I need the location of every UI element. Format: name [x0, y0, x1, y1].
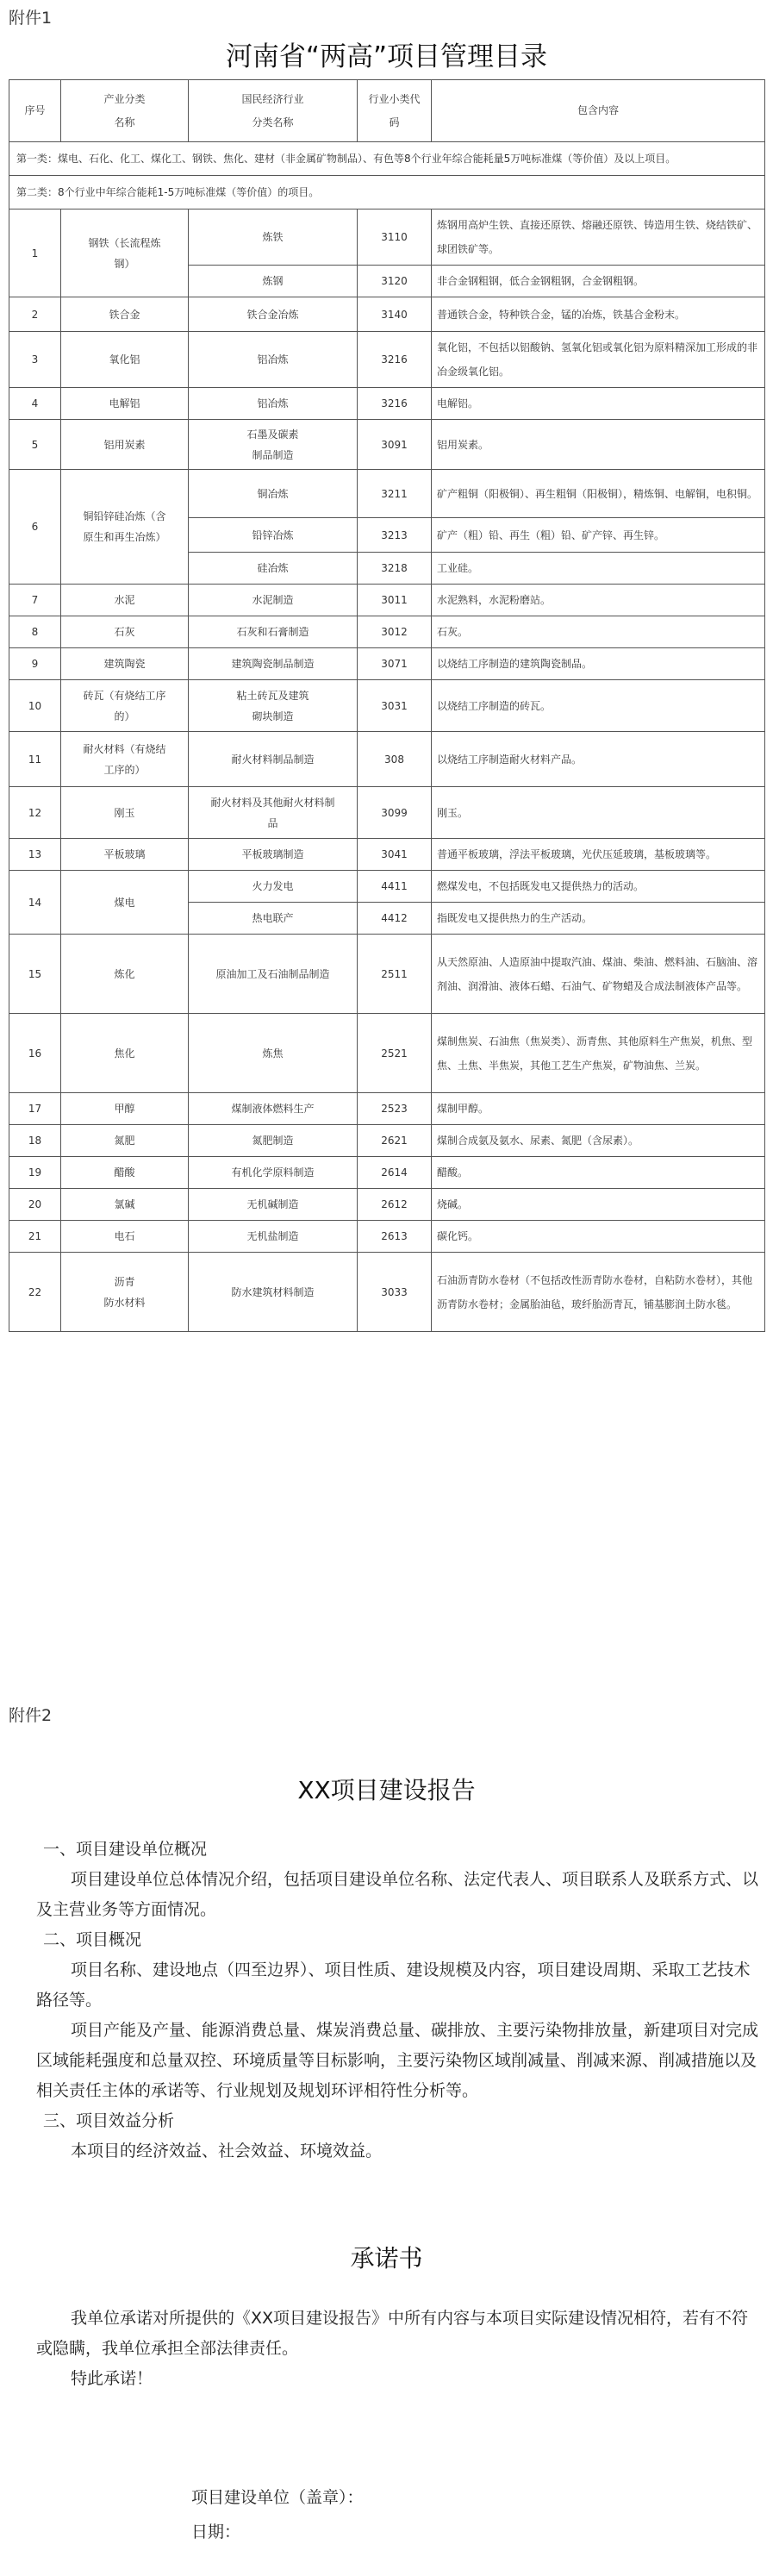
catalog-table: [9, 79, 765, 1332]
national-economic-category: 铅锌冶炼: [189, 518, 358, 553]
national-economic-category: 氮肥制造: [189, 1125, 358, 1157]
industry-code: 3011: [358, 585, 432, 616]
industry-category: 焦化: [61, 1014, 189, 1093]
row-number: 15: [9, 935, 61, 1014]
industry-code: 2614: [358, 1157, 432, 1189]
national-economic-category: 石灰和石膏制造: [189, 616, 358, 648]
industry-code: 3099: [358, 787, 432, 839]
national-economic-category: 火力发电: [189, 871, 358, 903]
table-row: [9, 648, 765, 680]
row-number: 10: [9, 680, 61, 732]
industry-code: 3031: [358, 680, 432, 732]
industry-category: 电石: [61, 1221, 189, 1253]
table-row: [9, 616, 765, 648]
included-content: 从天然原油、人造原油中提取汽油、煤油、柴油、燃料油、石脑油、溶剂油、润滑油、液体石蜡、石油气、矿物蜡及合成法制液体产品等。: [432, 935, 765, 1014]
national-economic-category: 炼铁: [189, 209, 358, 266]
national-economic-category: 硅冶炼: [189, 553, 358, 585]
date-label: 日期：: [191, 2523, 241, 2542]
table-row: [9, 1125, 765, 1157]
industry-category: 平板玻璃: [61, 839, 189, 871]
section-2-text-2: 项目产能及产量、能源消费总量、煤炭消费总量、碳排放、主要污染物排放量，新建项目对完成区域能耗强度和总量双控、环境质量等目标影响，主要污染物区域削减量、削减来源、削减措施以及相关责任主体的承诺等、行业规划及规划环评相符性分析等。: [36, 2021, 759, 2100]
industry-code: 2511: [358, 935, 432, 1014]
attachment-2-label: 附件2: [9, 1706, 53, 1725]
included-content: 碳化钙。: [432, 1221, 765, 1253]
industry-category: 氯碱: [61, 1189, 189, 1221]
national-economic-category: 铜冶炼: [189, 470, 358, 518]
row-number: 6: [9, 470, 61, 585]
industry-category: 电解铝: [61, 388, 189, 420]
table-row: [9, 388, 765, 420]
industry-code: 3216: [358, 332, 432, 388]
table-row: [9, 1253, 765, 1332]
industry-category: 水泥: [61, 585, 189, 616]
industry-code: 3091: [358, 420, 432, 470]
included-content: 石灰。: [432, 616, 765, 648]
included-content: 普通平板玻璃，浮法平板玻璃，光伏压延玻璃，基板玻璃等。: [432, 839, 765, 871]
included-content: 燃煤发电，不包括既发电又提供热力的活动。: [432, 871, 765, 903]
row-number: 2: [9, 297, 61, 332]
industry-category: 钢铁（长流程炼 钢）: [61, 209, 189, 297]
industry-category: 炼化: [61, 935, 189, 1014]
industry-code: 3120: [358, 266, 432, 297]
industry-code: 3012: [358, 616, 432, 648]
industry-code: 2613: [358, 1221, 432, 1253]
national-economic-category: 石墨及碳素 制品制造: [189, 420, 358, 470]
included-content: 电解铝。: [432, 388, 765, 420]
category-row-2: 第二类：8个行业中年综合能耗1-5万吨标准煤（等价值）的项目。: [9, 176, 765, 209]
row-number: 3: [9, 332, 61, 388]
industry-code: 4411: [358, 871, 432, 903]
industry-category: 耐火材料（有烧结 工序的）: [61, 732, 189, 787]
table-row: [9, 470, 765, 518]
national-economic-category: 铁合金冶炼: [189, 297, 358, 332]
included-content: 以烧结工序制造耐火材料产品。: [432, 732, 765, 787]
industry-code: 3110: [358, 209, 432, 266]
national-economic-category: 无机盐制造: [189, 1221, 358, 1253]
industry-code: 3071: [358, 648, 432, 680]
national-economic-category: 煤制液体燃料生产: [189, 1093, 358, 1125]
industry-category: 刚玉: [61, 787, 189, 839]
industry-code: 2523: [358, 1093, 432, 1125]
industry-code: 3216: [358, 388, 432, 420]
row-number: 8: [9, 616, 61, 648]
catalog-title: 河南省“两高”项目管理目录: [225, 41, 548, 72]
national-economic-category: 热电联产: [189, 903, 358, 935]
header-industry-category: 产业分类 名称: [61, 80, 189, 142]
included-content: 石油沥青防水卷材（不包括改性沥青防水卷材，自粘防水卷材），其他沥青防水卷材；金属胎油毡，玻纤胎沥青瓦，铺基膨润土防水毯。: [432, 1253, 765, 1332]
industry-category: 铜铅锌硅冶炼（含 原生和再生冶炼）: [61, 470, 189, 585]
industry-code: 3218: [358, 553, 432, 585]
national-economic-category: 有机化学原料制造: [189, 1157, 358, 1189]
row-number: 12: [9, 787, 61, 839]
national-economic-category: 耐火材料制品制造: [189, 732, 358, 787]
included-content: 非合金钢粗钢，低合金钢粗钢，合金钢粗钢。: [432, 266, 765, 297]
industry-category: 氮肥: [61, 1125, 189, 1157]
included-content: 普通铁合金，特种铁合金，锰的冶炼，铁基合金粉末。: [432, 297, 765, 332]
included-content: 水泥熟料，水泥粉磨站。: [432, 585, 765, 616]
header-content: 包含内容: [432, 80, 765, 142]
included-content: 指既发电又提供热力的生产活动。: [432, 903, 765, 935]
industry-category: 石灰: [61, 616, 189, 648]
national-economic-category: 无机碱制造: [189, 1189, 358, 1221]
industry-code: 3211: [358, 470, 432, 518]
section-1-text: 项目建设单位总体情况介绍，包括项目建设单位名称、法定代表人、项目联系人及联系方式、以及主营业务等方面情况。: [36, 1870, 759, 1919]
header-code: 行业小类代 码: [358, 80, 432, 142]
section-2-text-1: 项目名称、建设地点（四至边界）、项目性质、建设规模及内容，项目建设周期、采取工艺技术路径等。: [36, 1960, 751, 2010]
attachment-1-label: 附件1: [9, 9, 53, 28]
industry-category: 铁合金: [61, 297, 189, 332]
row-number: 17: [9, 1093, 61, 1125]
table-row: [9, 787, 765, 839]
table-row: [9, 839, 765, 871]
row-number: 4: [9, 388, 61, 420]
row-number: 16: [9, 1014, 61, 1093]
commitment-text: 我单位承诺对所提供的《XX项目建设报告》中所有内容与本项目实际建设情况相符，若有不符或隐瞒，我单位承担全部法律责任。: [36, 2309, 749, 2358]
industry-category: 砖瓦（有烧结工序 的）: [61, 680, 189, 732]
included-content: 氧化铝，不包括以铝酸钠、氢氧化铝或氧化铝为原料精深加工形成的非冶金级氧化铝。: [432, 332, 765, 388]
included-content: 烧碱。: [432, 1189, 765, 1221]
national-economic-category: 防水建筑材料制造: [189, 1253, 358, 1332]
table-row: [9, 585, 765, 616]
industry-category: 铝用炭素: [61, 420, 189, 470]
table-row: [9, 332, 765, 388]
industry-code: 308: [358, 732, 432, 787]
industry-code: 3033: [358, 1253, 432, 1332]
row-number: 21: [9, 1221, 61, 1253]
national-economic-category: 原油加工及石油制品制造: [189, 935, 358, 1014]
included-content: 炼钢用高炉生铁、直接还原铁、熔融还原铁、铸造用生铁、烧结铁矿、球团铁矿等。: [432, 209, 765, 266]
industry-category: 甲醇: [61, 1093, 189, 1125]
section-3-text: 本项目的经济效益、社会效益、环境效益。: [71, 2141, 383, 2160]
table-row: [9, 1157, 765, 1189]
table-row: [9, 1014, 765, 1093]
national-economic-category: 炼焦: [189, 1014, 358, 1093]
included-content: 矿产粗铜（阳极铜）、再生粗铜（阳极铜），精炼铜、电解铜，电积铜。: [432, 470, 765, 518]
national-economic-category: 铝冶炼: [189, 388, 358, 420]
included-content: 矿产（粗）铅、再生（粗）铅、矿产锌、再生锌。: [432, 518, 765, 553]
included-content: 煤制合成氨及氨水、尿素、氮肥（含尿素）。: [432, 1125, 765, 1157]
included-content: 刚玉。: [432, 787, 765, 839]
section-1-heading: 一、项目建设单位概况: [43, 1840, 208, 1859]
report-title: XX项目建设报告: [297, 1776, 476, 1804]
included-content: 煤制甲醇。: [432, 1093, 765, 1125]
included-content: 煤制焦炭、石油焦（焦炭类）、沥青焦、其他原料生产焦炭，机焦、型焦、土焦、半焦炭，其他工艺生产焦炭，矿物油焦、兰炭。: [432, 1014, 765, 1093]
included-content: 醋酸。: [432, 1157, 765, 1189]
industry-category: 煤电: [61, 871, 189, 935]
row-number: 22: [9, 1253, 61, 1332]
industry-category: 氧化铝: [61, 332, 189, 388]
row-number: 20: [9, 1189, 61, 1221]
row-number: 13: [9, 839, 61, 871]
industry-category: 沥青 防水材料: [61, 1253, 189, 1332]
row-number: 19: [9, 1157, 61, 1189]
section-2-heading: 二、项目概况: [43, 1930, 142, 1949]
included-content: 工业硅。: [432, 553, 765, 585]
table-row: [9, 420, 765, 470]
table-row: [9, 297, 765, 332]
national-economic-category: 建筑陶瓷制品制造: [189, 648, 358, 680]
included-content: 以烧结工序制造的建筑陶瓷制品。: [432, 648, 765, 680]
table-row: [9, 871, 765, 903]
national-economic-category: 粘土砖瓦及建筑 砌块制造: [189, 680, 358, 732]
included-content: 以烧结工序制造的砖瓦。: [432, 680, 765, 732]
unit-stamp-label: 项目建设单位（盖章）：: [191, 2488, 364, 2507]
category-row-1: 第一类：煤电、石化、化工、煤化工、钢铁、焦化、建材（非金属矿物制品）、有色等8个行业年综合能耗量5万吨标准煤（等价值）及以上项目。: [9, 142, 765, 176]
industry-code: 3213: [358, 518, 432, 553]
header-national-category: 国民经济行业 分类名称: [189, 80, 358, 142]
row-number: 9: [9, 648, 61, 680]
row-number: 7: [9, 585, 61, 616]
commitment-title: 承诺书: [350, 2244, 423, 2273]
industry-code: 4412: [358, 903, 432, 935]
industry-code: 2521: [358, 1014, 432, 1093]
row-number: 1: [9, 209, 61, 297]
industry-code: 2612: [358, 1189, 432, 1221]
national-economic-category: 铝冶炼: [189, 332, 358, 388]
section-3-heading: 三、项目效益分析: [43, 2111, 175, 2130]
industry-code: 3140: [358, 297, 432, 332]
national-economic-category: 水泥制造: [189, 585, 358, 616]
table-row: [9, 680, 765, 732]
table-row: [9, 1189, 765, 1221]
commitment-closing: 特此承诺！: [71, 2369, 153, 2388]
national-economic-category: 炼钢: [189, 266, 358, 297]
row-number: 18: [9, 1125, 61, 1157]
row-number: 5: [9, 420, 61, 470]
table-row: [9, 732, 765, 787]
table-header-row: [9, 80, 765, 142]
row-number: 11: [9, 732, 61, 787]
table-row: [9, 935, 765, 1014]
industry-code: 2621: [358, 1125, 432, 1157]
industry-category: 建筑陶瓷: [61, 648, 189, 680]
table-row: [9, 1093, 765, 1125]
national-economic-category: 平板玻璃制造: [189, 839, 358, 871]
industry-code: 3041: [358, 839, 432, 871]
included-content: 铝用炭素。: [432, 420, 765, 470]
table-row: [9, 209, 765, 266]
industry-category: 醋酸: [61, 1157, 189, 1189]
table-row: [9, 1221, 765, 1253]
header-no: 序号: [9, 80, 61, 142]
row-number: 14: [9, 871, 61, 935]
national-economic-category: 耐火材料及其他耐火材料制 品: [189, 787, 358, 839]
